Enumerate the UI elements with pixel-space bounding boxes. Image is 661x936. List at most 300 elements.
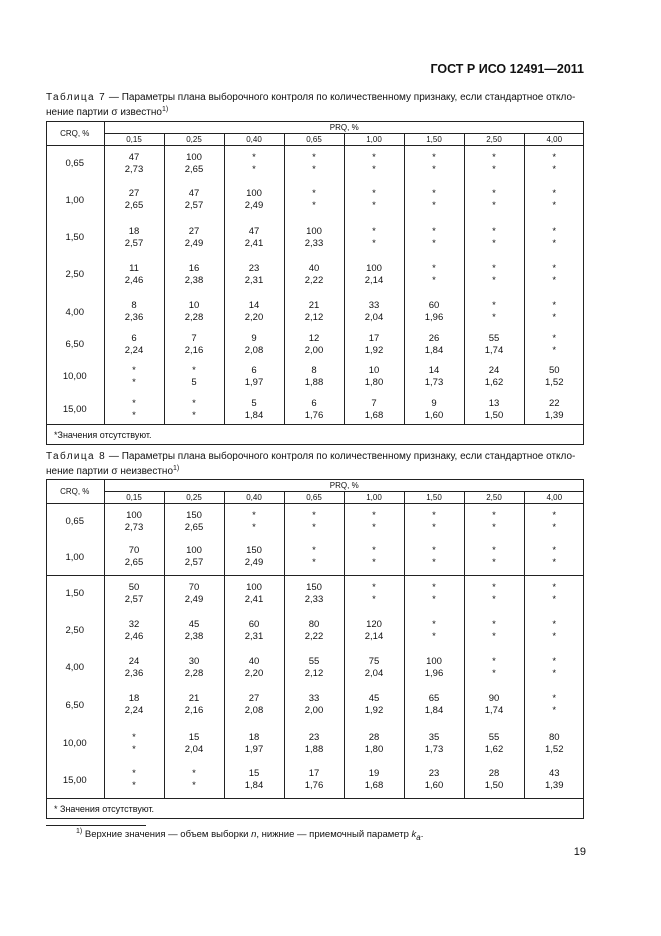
table-cell	[464, 540, 524, 576]
prq-value: 0,65	[284, 492, 344, 504]
acceptance-param: 1,39	[545, 780, 564, 792]
table-cell	[464, 182, 524, 219]
acceptance-param: 1,73	[424, 743, 444, 755]
acceptance-param: *	[552, 274, 557, 286]
table-cell	[284, 540, 344, 576]
sample-size: *	[372, 188, 376, 199]
table8-title-line2: нение партии σ неизвестно	[46, 466, 174, 478]
table-cell	[164, 182, 224, 219]
acceptance-param: 2,49	[244, 557, 264, 569]
table-cell	[524, 257, 584, 293]
table-cell	[104, 763, 164, 799]
acceptance-param: *	[492, 630, 496, 642]
sample-size: *	[372, 545, 376, 557]
acceptance-param: 1,50	[484, 780, 504, 792]
footnote-n: n	[251, 829, 257, 841]
sample-size: 55	[488, 731, 500, 743]
table-cell	[344, 540, 404, 576]
acceptance-param: 2,20	[244, 667, 264, 679]
table-cell	[104, 612, 164, 650]
table-row	[46, 576, 584, 612]
acceptance-param: *	[492, 312, 496, 323]
table7-title: — Параметры плана выборочного контроля по количественному признаку, если стандартное откло-	[106, 92, 576, 103]
acceptance-param: 1,68	[364, 780, 384, 792]
table7-footnote-ref: 1)	[161, 106, 169, 113]
sample-size: 5	[251, 397, 257, 409]
sample-size: 23	[308, 731, 320, 743]
sample-size: 150	[246, 545, 262, 557]
acceptance-param: 1,97	[244, 376, 264, 388]
table-cell	[524, 763, 584, 799]
table-cell	[284, 576, 344, 612]
acceptance-param: 2,12	[304, 667, 324, 679]
sample-size: 47	[188, 188, 200, 199]
acceptance-param: *	[552, 630, 557, 642]
sample-size: 8	[131, 300, 137, 311]
acceptance-param: 2,22	[304, 274, 324, 286]
crq-value: 2,50	[46, 612, 104, 650]
acceptance-param: *	[552, 705, 557, 716]
table-cell	[164, 257, 224, 293]
table-cell	[224, 576, 284, 612]
prq-value: 1,00	[344, 134, 404, 146]
table-cell	[104, 576, 164, 612]
table-cell	[104, 293, 164, 332]
sample-size: 26	[428, 332, 440, 344]
acceptance-param: *	[132, 409, 136, 421]
crq-value: 10,00	[46, 725, 104, 763]
table-cell	[344, 763, 404, 799]
sample-size: *	[552, 693, 557, 704]
sample-size: *	[492, 300, 496, 311]
acceptance-param: *	[432, 237, 436, 249]
acceptance-param: 5	[191, 376, 197, 388]
table-cell	[524, 686, 584, 725]
table-cell	[284, 332, 344, 358]
acceptance-param: 2,65	[184, 163, 204, 175]
table-row	[46, 146, 584, 182]
table-row	[46, 686, 584, 725]
prq-value: 0,25	[164, 134, 224, 146]
table-cell	[104, 182, 164, 219]
acceptance-param: *	[132, 780, 136, 792]
acceptance-param: 2,57	[124, 237, 144, 249]
table-cell	[164, 293, 224, 332]
acceptance-param: 1,80	[364, 376, 384, 388]
acceptance-param: *	[432, 557, 436, 569]
acceptance-param: *	[552, 593, 557, 605]
sample-size: *	[492, 509, 496, 521]
table7-caption	[46, 92, 586, 119]
crq-value: 15,00	[46, 763, 104, 799]
prq-value: 4,00	[524, 134, 584, 146]
sample-size: 80	[308, 618, 320, 630]
sample-size: *	[552, 151, 557, 163]
sample-size: *	[552, 300, 557, 311]
table-cell	[224, 612, 284, 650]
sample-size: 75	[368, 655, 380, 667]
table-cell	[404, 257, 464, 293]
crq-value: 15,00	[46, 396, 104, 425]
acceptance-param: 1,88	[304, 376, 324, 388]
table-cell	[164, 396, 224, 425]
sample-size: 30	[188, 655, 200, 667]
crq-value: 4,00	[46, 650, 104, 686]
acceptance-param: *	[492, 667, 496, 679]
sample-size: 23	[428, 768, 440, 780]
table7	[46, 121, 584, 445]
acceptance-param: 1,60	[424, 780, 444, 792]
acceptance-param: *	[312, 200, 316, 211]
sample-size: 19	[368, 768, 380, 780]
table-cell	[524, 612, 584, 650]
acceptance-param: 2,49	[184, 237, 204, 249]
sample-size: 80	[548, 731, 560, 743]
table8-footnote-ref: 1)	[173, 465, 180, 472]
sample-size: *	[372, 581, 376, 593]
sample-size: 21	[308, 300, 320, 311]
table-cell	[464, 650, 524, 686]
acceptance-param: *	[312, 163, 316, 175]
sample-size: 70	[128, 545, 140, 557]
prq-value: 0,40	[224, 492, 284, 504]
footnote	[76, 828, 423, 842]
sample-size: 100	[126, 509, 142, 521]
acceptance-param: 2,14	[364, 630, 384, 642]
sample-size: 150	[306, 581, 322, 593]
table-row	[46, 763, 584, 799]
table-cell	[344, 257, 404, 293]
table-cell	[404, 219, 464, 257]
prq-value: 1,50	[404, 134, 464, 146]
sample-size: *	[132, 731, 136, 743]
sample-size: 10	[188, 300, 200, 311]
sample-size: *	[492, 545, 496, 557]
acceptance-param: 2,38	[184, 630, 204, 642]
sample-size: 120	[366, 618, 382, 630]
acceptance-param: *	[492, 557, 496, 569]
table-cell	[464, 358, 524, 396]
sample-size: *	[552, 581, 557, 593]
sample-size: 7	[191, 332, 197, 344]
table-cell	[224, 650, 284, 686]
sample-size: 45	[368, 693, 380, 704]
acceptance-param: 1,73	[424, 376, 444, 388]
table-cell	[404, 396, 464, 425]
acceptance-param: 2,08	[244, 344, 264, 356]
sample-size: 35	[428, 731, 440, 743]
sample-size: *	[432, 188, 436, 199]
table-note: * Значения отсутствуют.	[46, 799, 584, 820]
prq-value: 0,40	[224, 134, 284, 146]
acceptance-param: 2,33	[304, 593, 324, 605]
sample-size: 27	[248, 693, 260, 704]
acceptance-param: 1,60	[424, 409, 444, 421]
table-cell	[524, 576, 584, 612]
sample-size: *	[552, 545, 557, 557]
acceptance-param: 2,46	[124, 630, 144, 642]
sample-size: 8	[311, 364, 317, 376]
acceptance-param: 1,84	[244, 409, 264, 421]
sample-size: *	[552, 509, 557, 521]
table8	[46, 479, 584, 819]
table-row	[46, 540, 584, 576]
sample-size: 21	[188, 693, 200, 704]
table-cell	[104, 358, 164, 396]
sample-size: 55	[308, 655, 320, 667]
table-cell	[404, 540, 464, 576]
table-cell	[104, 332, 164, 358]
table-cell	[524, 650, 584, 686]
sample-size: *	[432, 509, 436, 521]
sample-size: *	[492, 225, 496, 237]
sample-size: 14	[428, 364, 440, 376]
acceptance-param: *	[432, 274, 436, 286]
sample-size: 9	[431, 397, 437, 409]
table-cell	[524, 725, 584, 763]
acceptance-param: 2,24	[124, 344, 144, 356]
table-cell	[224, 504, 284, 540]
crq-value: 10,00	[46, 358, 104, 396]
acceptance-param: 2,20	[244, 312, 264, 323]
table-cell	[284, 686, 344, 725]
sample-size: 70	[188, 581, 200, 593]
standard-header: ГОСТ Р ИСО 12491—2011	[430, 62, 584, 76]
acceptance-param: 2,14	[364, 274, 384, 286]
acceptance-param: 2,73	[124, 521, 144, 533]
sample-size: *	[192, 364, 196, 376]
table-cell	[344, 612, 404, 650]
acceptance-param: *	[312, 521, 316, 533]
table-cell	[164, 612, 224, 650]
table-cell	[344, 332, 404, 358]
acceptance-param: *	[132, 376, 136, 388]
acceptance-param: 2,57	[184, 200, 204, 211]
acceptance-param: 2,08	[244, 705, 264, 716]
table-cell	[344, 650, 404, 686]
sample-size: *	[432, 225, 436, 237]
sample-size: 15	[248, 768, 260, 780]
sample-size: *	[432, 581, 436, 593]
acceptance-param: 1,97	[244, 743, 264, 755]
crq-value: 0,65	[46, 146, 104, 182]
table-row	[46, 257, 584, 293]
table8-label: Таблица 8	[46, 451, 107, 462]
sample-size: *	[132, 397, 136, 409]
sample-size: 100	[306, 225, 322, 237]
footnote-k: k	[411, 829, 417, 841]
sample-size: 32	[128, 618, 140, 630]
table-cell	[164, 540, 224, 576]
table-cell	[344, 504, 404, 540]
footnote-text: Верхние значения — объем выборки	[82, 829, 252, 841]
acceptance-param: 2,28	[184, 312, 204, 323]
sample-size: 43	[548, 768, 560, 780]
sample-size: 18	[128, 693, 140, 704]
table-cell	[164, 332, 224, 358]
table-cell	[344, 358, 404, 396]
table-row	[46, 504, 584, 540]
footnote-end: .	[420, 829, 424, 841]
table-cell	[224, 293, 284, 332]
sample-size: 13	[488, 397, 500, 409]
acceptance-param: 1,76	[304, 780, 324, 792]
table-cell	[464, 686, 524, 725]
sample-size: 27	[128, 188, 140, 199]
footnote-divider	[46, 825, 146, 826]
table-cell	[464, 332, 524, 358]
sample-size: *	[372, 151, 376, 163]
table-cell	[224, 540, 284, 576]
acceptance-param: 1,88	[304, 743, 324, 755]
table-cell	[104, 650, 164, 686]
table-row	[46, 182, 584, 219]
acceptance-param: *	[432, 630, 436, 642]
prq-header: PRQ, %	[104, 479, 584, 492]
table-cell	[344, 725, 404, 763]
table-cell	[404, 686, 464, 725]
sample-size: *	[492, 188, 496, 199]
table-cell	[164, 763, 224, 799]
acceptance-param: 2,41	[244, 593, 264, 605]
acceptance-param: *	[492, 200, 496, 211]
acceptance-param: 2,36	[124, 667, 144, 679]
table-cell	[284, 504, 344, 540]
table-cell	[524, 219, 584, 257]
acceptance-param: 2,28	[184, 667, 204, 679]
table-cell	[224, 763, 284, 799]
sample-size: *	[552, 655, 557, 667]
acceptance-param: *	[432, 200, 436, 211]
table-cell	[404, 763, 464, 799]
table-cell	[344, 219, 404, 257]
acceptance-param: 1,96	[424, 312, 444, 323]
table-cell	[104, 725, 164, 763]
table-cell	[464, 146, 524, 182]
sample-size: 150	[186, 509, 202, 521]
table-cell	[524, 358, 584, 396]
table-cell	[284, 358, 344, 396]
table-cell	[284, 650, 344, 686]
sample-size: *	[252, 509, 256, 521]
acceptance-param: *	[252, 163, 256, 175]
acceptance-param: 2,38	[184, 274, 204, 286]
sample-size: 40	[248, 655, 260, 667]
table-row	[46, 396, 584, 425]
acceptance-param: *	[432, 521, 436, 533]
table-cell	[164, 725, 224, 763]
sample-size: *	[432, 545, 436, 557]
prq-value: 2,50	[464, 492, 524, 504]
acceptance-param: 2,49	[184, 593, 204, 605]
acceptance-param: *	[372, 200, 376, 211]
acceptance-param: *	[432, 593, 436, 605]
sample-size: *	[492, 262, 496, 274]
sample-size: *	[432, 618, 436, 630]
acceptance-param: 1,74	[484, 705, 504, 716]
table-cell	[224, 257, 284, 293]
sample-size: 18	[248, 731, 260, 743]
table-cell	[284, 763, 344, 799]
table-cell	[284, 612, 344, 650]
acceptance-param: 1,50	[484, 409, 504, 421]
acceptance-param: 1,39	[545, 409, 564, 421]
acceptance-param: *	[552, 163, 557, 175]
prq-header: PRQ, %	[104, 121, 584, 134]
table8-title: — Параметры плана выборочного контроля по количественному признаку, если стандартное откло-	[106, 451, 576, 462]
table-cell	[284, 182, 344, 219]
acceptance-param: 1,92	[364, 705, 384, 716]
page-number: 19	[573, 846, 586, 858]
table-cell	[284, 257, 344, 293]
sample-size: 100	[186, 545, 202, 557]
acceptance-param: 2,65	[124, 557, 144, 569]
table-cell	[104, 146, 164, 182]
table7-label: Таблица 7	[46, 92, 107, 103]
table-row	[46, 332, 584, 358]
table-row	[46, 219, 584, 257]
acceptance-param: 2,57	[184, 557, 204, 569]
table-cell	[404, 504, 464, 540]
table-note: *Значения отсутствуют.	[46, 425, 584, 446]
table-cell	[164, 686, 224, 725]
acceptance-param: 1,74	[484, 344, 504, 356]
table-row	[46, 358, 584, 396]
sample-size: 50	[128, 581, 140, 593]
crq-value: 6,50	[46, 332, 104, 358]
prq-value: 0,25	[164, 492, 224, 504]
sample-size: *	[432, 262, 436, 274]
table-cell	[284, 293, 344, 332]
sample-size: *	[252, 151, 256, 163]
sample-size: 24	[488, 364, 500, 376]
acceptance-param: *	[552, 312, 557, 323]
acceptance-param: *	[432, 163, 436, 175]
sample-size: 100	[246, 581, 262, 593]
table-cell	[524, 540, 584, 576]
acceptance-param: *	[192, 780, 196, 792]
table-cell	[164, 576, 224, 612]
sample-size: 45	[188, 618, 200, 630]
sample-size: 9	[251, 332, 257, 344]
table-cell	[404, 332, 464, 358]
acceptance-param: *	[492, 521, 496, 533]
sample-size: 55	[488, 332, 500, 344]
sample-size: *	[312, 545, 316, 557]
table-cell	[224, 358, 284, 396]
table-cell	[224, 396, 284, 425]
table-cell	[464, 257, 524, 293]
sample-size: *	[192, 397, 196, 409]
acceptance-param: 1,92	[364, 344, 384, 356]
sample-size: 33	[308, 693, 320, 704]
sample-size: 10	[368, 364, 380, 376]
sample-size: *	[312, 151, 316, 163]
sample-size: 100	[246, 188, 262, 199]
acceptance-param: 1,84	[424, 344, 444, 356]
table-cell	[404, 576, 464, 612]
acceptance-param: *	[312, 557, 316, 569]
crq-value: 0,65	[46, 504, 104, 540]
crq-value: 6,50	[46, 686, 104, 725]
sample-size: *	[492, 655, 496, 667]
prq-value: 1,50	[404, 492, 464, 504]
acceptance-param: 1,84	[244, 780, 264, 792]
crq-value: 4,00	[46, 293, 104, 332]
sample-size: *	[552, 225, 557, 237]
table-cell	[404, 146, 464, 182]
table-cell	[524, 332, 584, 358]
